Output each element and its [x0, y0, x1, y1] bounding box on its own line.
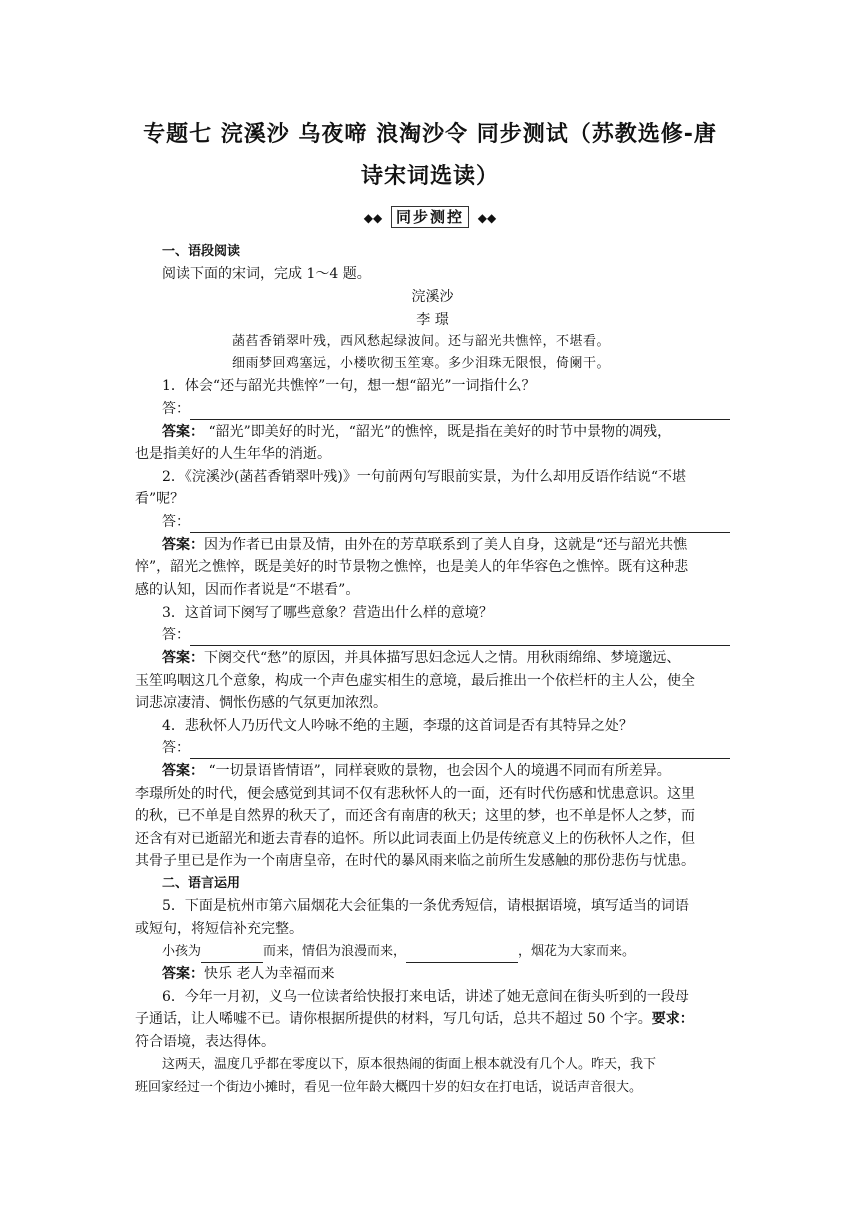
- answer-key-2: [162, 534, 730, 556]
- diamond-right-icon: ◆◆: [477, 211, 497, 225]
- requirement-label: 要求：: [651, 1011, 694, 1027]
- material-line-2: 班回家经过一个街边小摊时，看见一位年龄大概四十岁的妇女在打电话，说话声音很大。: [135, 1080, 643, 1095]
- answer-key-4-cont4: 其骨子里已是作为一个南唐皇帝，在时代的暴风雨来临之前所生发感触的那份悲伤与忧患。: [135, 853, 695, 869]
- answer-key-text: 快乐 老人为幸福而来: [204, 966, 335, 982]
- answer-line-2: [162, 511, 730, 533]
- answer-key-4-cont2: 的秋，已不单是自然界的秋天了，而还含有南唐的秋天；这里的梦，也不单是怀人之梦，而: [135, 808, 695, 824]
- sms-part-b: 而来，情侣为浪漫而来，: [263, 944, 407, 959]
- answer-line-4: [162, 737, 730, 759]
- answer-label: 答：: [162, 627, 190, 643]
- answer-line-1: [162, 398, 730, 420]
- answer-key-5: [162, 963, 730, 985]
- answer-key-label: 答案：: [162, 763, 204, 779]
- answer-label: 答：: [162, 401, 190, 417]
- section-banner: [0, 206, 860, 228]
- sms-part-a: 小孩为: [162, 944, 202, 959]
- question-2: 2．《浣溪沙(菡萏香销翠叶残)》一句前两句写眼前实景，为什么却用反语作结说“不堪: [162, 469, 686, 485]
- answer-blank[interactable]: [190, 629, 730, 646]
- question-1: 1．体会“还与韶光共憔悴”一句，想一想“韶光”一词指什么？: [162, 378, 536, 394]
- answer-key-label: 答案：: [162, 424, 204, 440]
- poem-title: 浣溪沙: [411, 289, 454, 305]
- answer-key-text: 下阕交代“愁”的原因，并具体描写思妇念远人之情。用秋雨绵绵、梦境邈远、: [204, 650, 681, 666]
- question-5-cont: 或短句，将短信补充完整。: [135, 921, 303, 937]
- question-4: 4．悲秋怀人乃历代文人吟咏不绝的主题，李璟的这首词是否有其特异之处？: [162, 718, 633, 734]
- answer-key-4-cont1: 李璟所处的时代，便会感觉到其词不仅有悲秋怀人的一面，还有时代伤感和忧患意识。这里: [135, 786, 695, 802]
- poem-line-2: 细雨梦回鸡塞远，小楼吹彻玉笙寒。多少泪珠无限恨，倚阑干。: [232, 356, 611, 371]
- sms-part-c: ，烟花为大家而来。: [518, 944, 636, 959]
- reading-intro: 阅读下面的宋词，完成 1～4 题。: [162, 266, 371, 282]
- section-heading-language: 二、语言运用: [162, 876, 241, 891]
- answer-key-3: [162, 647, 730, 669]
- document-title-line1: 专题七 浣溪沙 乌夜啼 浪淘沙令 同步测试（苏教选修-唐: [143, 122, 717, 147]
- answer-key-1-cont: 也是指美好的人生年华的消逝。: [135, 446, 331, 462]
- answer-blank[interactable]: [190, 516, 730, 533]
- answer-key-1: [162, 421, 730, 443]
- answer-key-label: 答案：: [162, 537, 204, 553]
- answer-blank[interactable]: [190, 403, 730, 420]
- answer-blank[interactable]: [190, 742, 730, 759]
- answer-key-3-cont2: 词悲凉凄清、惆怅伤感的气氛更加浓烈。: [135, 695, 387, 711]
- answer-key-text: “韶光”即美好的时光，“韶光”的憔悴，既是指在美好的时节中景物的凋残，: [204, 424, 672, 440]
- answer-key-2-cont1: 悴”，韶光之憔悴，既是美好的时节景物之憔悴，也是美人的年华容色之憔悴。既有这种悲: [135, 559, 689, 575]
- question-6-cont: [135, 1008, 730, 1030]
- answer-line-3: [162, 624, 730, 646]
- answer-key-3-cont1: 玉笙呜咽这几个意象，构成一个声色虚实相生的意境，最后推出一个依栏杆的主人公，使全: [135, 673, 695, 689]
- answer-key-4: [162, 760, 730, 782]
- answer-key-4-cont3: 还含有对已逝韶光和逝去青春的追怀。所以此词表面上仍是传统意义上的伤秋怀人之作，但: [135, 831, 695, 847]
- banner-label: 同步测控: [391, 206, 469, 228]
- poem-author: 李 璟: [416, 312, 449, 328]
- fill-blank-2[interactable]: [406, 946, 518, 963]
- document-title-line2: 诗宋词选读）: [360, 164, 499, 189]
- fill-blank-1[interactable]: [201, 946, 263, 963]
- question-6-text: 子通话，让人唏嘘不已。请你根据所提供的材料，写几句话，总共不超过 50 个字。: [135, 1011, 652, 1027]
- question-2-cont: 看”呢？: [135, 491, 185, 507]
- question-6: 6．今年一月初，义乌一位读者给快报打来电话，讲述了她无意间在街头听到的一段母: [162, 989, 689, 1005]
- answer-key-text: 因为作者已由景及情，由外在的芳草联系到了美人自身，这就是“还与韶光共憔: [204, 537, 688, 553]
- answer-key-label: 答案：: [162, 650, 204, 666]
- question-5: 5．下面是杭州市第六届烟花大会征集的一条优秀短信，请根据语境，填写适当的词语: [162, 898, 689, 914]
- answer-key-2-cont2: 感的认知，因而作者说是“不堪看”。: [135, 582, 360, 598]
- answer-label: 答：: [162, 514, 190, 530]
- sms-fill-in: [162, 941, 730, 963]
- answer-label: 答：: [162, 740, 190, 756]
- material-line-1: 这两天，温度几乎都在零度以下，原本很热闹的街面上根本就没有几个人。昨天，我下: [162, 1057, 657, 1072]
- poem-line-1: 菡萏香销翠叶残，西风愁起绿波间。还与韶光共憔悴，不堪看。: [232, 334, 611, 349]
- answer-key-text: “一切景语皆情语”，同样衰败的景物，也会因个人的境遇不同而有所差异。: [204, 763, 671, 779]
- diamond-left-icon: ◆◆: [363, 211, 383, 225]
- answer-key-label: 答案：: [162, 966, 204, 982]
- question-3: 3．这首词下阕写了哪些意象？营造出什么样的意境？: [162, 605, 493, 621]
- section-heading-reading: 一、语段阅读: [162, 244, 241, 259]
- question-6-cont2: 符合语境，表达得体。: [135, 1034, 275, 1050]
